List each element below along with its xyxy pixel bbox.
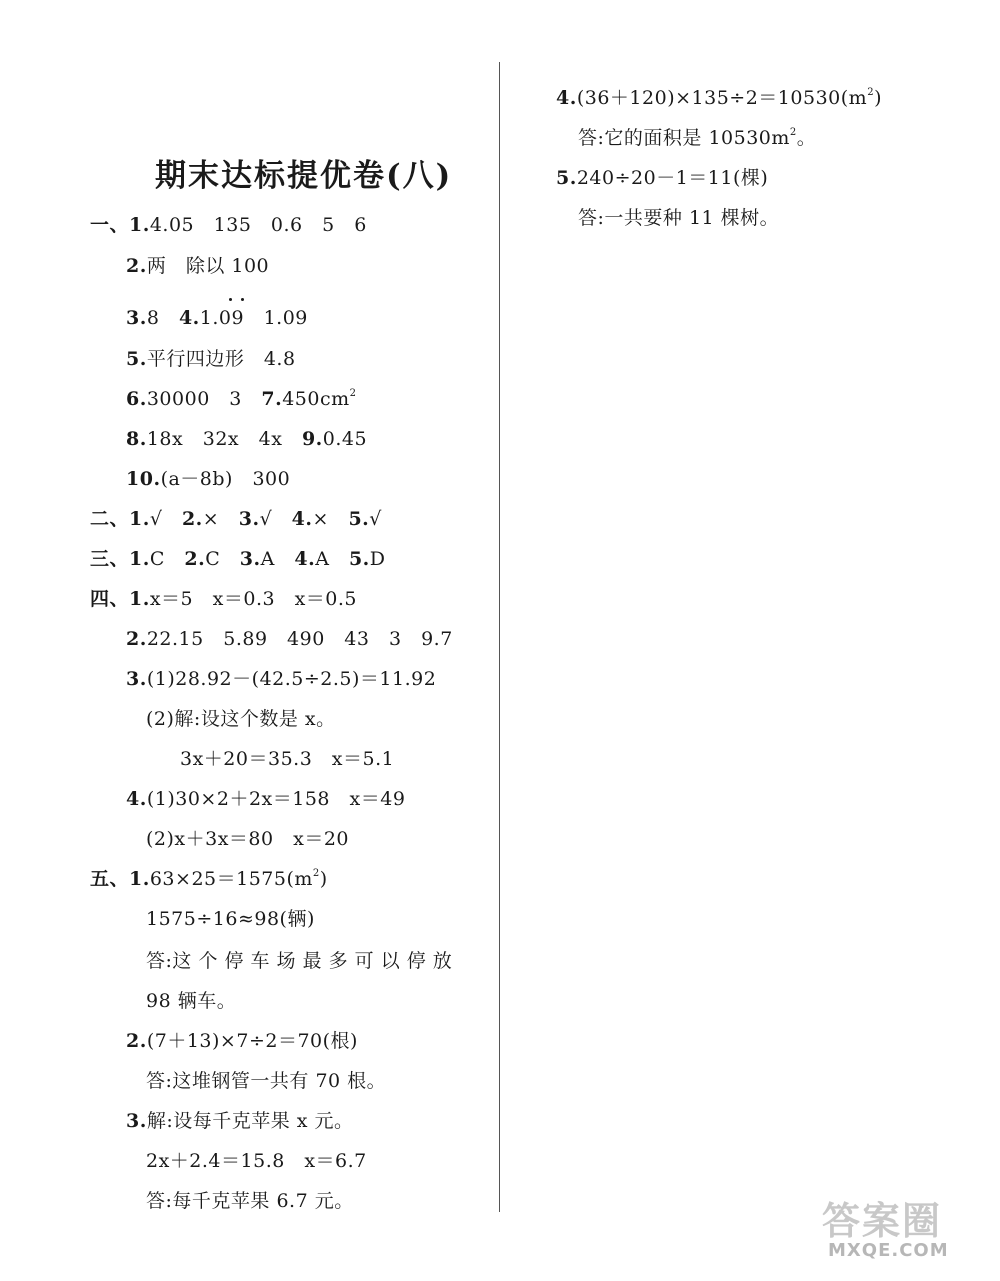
answer-line: 2x＋2.4＝15.8 x＝6.7: [146, 1150, 367, 1172]
watermark-logo: [822, 1190, 972, 1270]
answer-line: 答:这堆钢管一共有 70 根。: [146, 1070, 387, 1092]
answer-line: 5.平行四边形 4.8: [126, 348, 296, 370]
answer-line: 1575÷16≈98(辆): [146, 908, 315, 930]
answer-line: 98 辆车。: [146, 990, 237, 1012]
answer-line: 五、$1.63\times 25=1575(m^2)$: [90, 868, 328, 890]
repeating-decimal-dot: [229, 298, 232, 301]
answer-line: (2)x＋3x＝80 x＝20: [146, 828, 350, 850]
answer-line: 3.(1)28.92－(42.5÷2.5)＝11.92: [126, 668, 437, 690]
answer-line: 2.两 除以 100: [126, 255, 270, 277]
answer-line: 二、1.√ 2.× 3.√ 4.× 5.√: [90, 508, 382, 530]
answer-line: 8.18x 32x 4x 9.0.45: [126, 428, 368, 450]
page-title: 期末达标提优卷(八): [155, 158, 453, 194]
answer-line: 3.解:设每千克苹果 x 元。: [126, 1110, 354, 1132]
answer-line: 3.8 4.1.09 1.09: [126, 307, 308, 329]
answer-line: 2.(7＋13)×7÷2＝70(根): [126, 1030, 358, 1052]
answer-line: 答:一共要种 11 棵树。: [578, 207, 780, 229]
answer-line: 6.30000 3 $7.450cm^2$: [126, 388, 357, 410]
answer-line: 答:这 个 停 车 场 最 多 可 以 停 放: [146, 950, 453, 972]
answer-line: 2.22.15 5.89 490 43 3 9.7: [126, 628, 453, 650]
watermark-text: 答案圈: [822, 1199, 943, 1243]
answer-line: 三、1.C 2.C 3.A 4.A 5.D: [90, 548, 386, 570]
answer-line: 答:每千克苹果 6.7 元。: [146, 1190, 354, 1212]
answer-line: $4.(36+120)\times 135\div 2=10530(m^2)$: [556, 87, 882, 109]
answer-line: 5.240÷20－1＝11(棵): [556, 167, 769, 189]
answer-line: 四、1.x＝5 x＝0.3 x＝0.5: [90, 588, 358, 610]
answer-line: 10.(a－8b) 300: [126, 468, 291, 490]
column-divider: [499, 62, 500, 1212]
repeating-decimal-dot: [241, 298, 244, 301]
answer-line: 3x＋20＝35.3 x＝5.1: [180, 748, 395, 770]
answer-line: 4.(1)30×2＋2x＝158 x＝49: [126, 788, 406, 810]
answer-line: (2)解:设这个数是 x。: [146, 708, 336, 730]
answer-line: 一、1.4.05 135 0.6 5 6: [90, 214, 367, 236]
watermark-url: MXQE.COM: [828, 1240, 949, 1261]
answer-line: 答:它的面积是 $10530m^2$。: [578, 127, 817, 149]
